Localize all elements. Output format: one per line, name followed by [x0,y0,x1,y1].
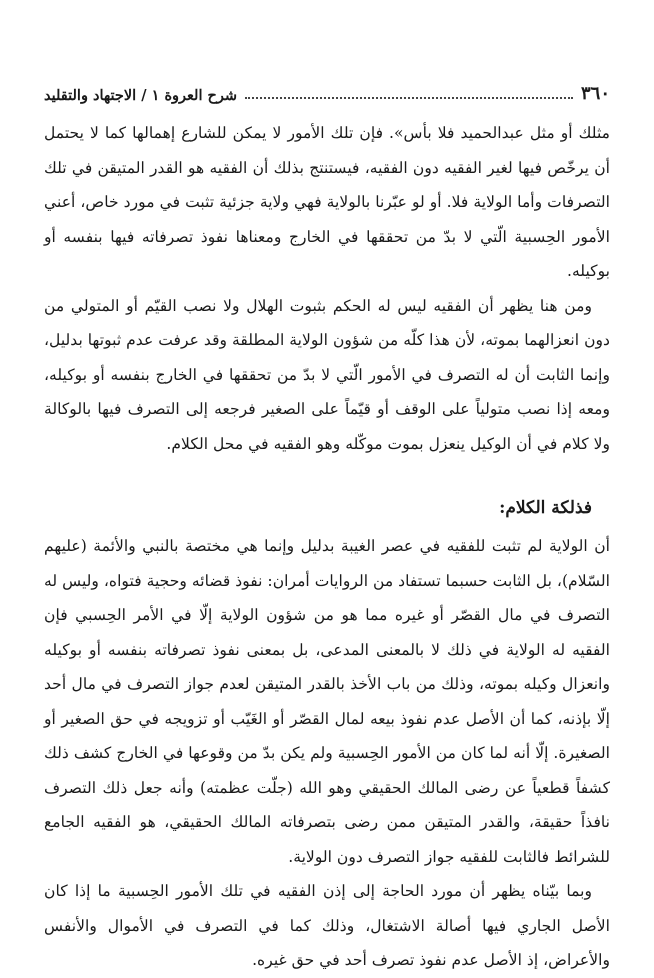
page-body [44,116,610,978]
paragraph: ومن هنا يظهر أن الفقيه ليس له الحكم بثبوت الهلال ولا نصب القيّم أو المتولي من دون انعزالهما بموته، لأن هذا كلّه من شؤون الولاية المطلقة وقد عرفت عدم ثبوتها بدليل، وإنما الثابت أن له التصرف في الأمور الّتي لا بدّ من تحققها في الخارج بنفسه أو بوكيله، ومعه إذا نصب متولياً على الوقف أو قيّماً على الصغير فرجعه إلى التصرف فيها بالوكالة ولا كلام في أن الوكيل ينعزل بموت موكّله وهو الفقيه في محل الكلام. [44,296,610,453]
page-number: ٣٦٠ [580,83,610,104]
book-page [44,0,610,976]
running-header-title: شرح العروة ١ / الاجتهاد والتقليد [44,87,238,104]
running-header [44,78,610,104]
header-dotted-leader [245,97,573,99]
paragraph: وبما بيّناه يظهر أن مورد الحاجة إلى إذن الفقيه في تلك الأمور الحِسبية ما إذا كان الأصل الجاري فيها أصالة الاشتغال، وذلك كما في التصرف في الأموال والأنفس والأعراض، إذ الأصل عدم نفوذ تصرف أحد في حق غيره. [44,882,610,969]
section-spacer [44,461,610,491]
paragraph: أن الولاية لم تثبت للفقيه في عصر الغيبة بدليل وإنما هي مختصة بالنبي والأئمة (عليهم السّلام)، بل الثابت حسبما تستفاد من الروايات أمران: نفوذ قضائه وحجية فتواه، وليس له التصرف في مال القصّر أو غيره مما هو من شؤون الولاية إلّا في الأمر الحِسبي فإن الفقيه له الولاية في ذلك لا بالمعنى المدعى، بل بمعنى نفوذ تصرفاته بنفسه أو بوكيله وانعزال وكيله بموته، وذلك من باب الأخذ بالقدر المتيقن لعدم جواز التصرف في مال أحد إلّا بإذنه، كما أن الأصل عدم نفوذ بيعه لمال القصّر أو الغَيّب أو تزويجه في حق الصغير أو الصغيرة. إلّا أنه لما كان من الأمور الحِسبية ولم يكن بدّ من وقوعها في الخارج كشف ذلك كشفاً قطعياً عن رضى المالك الحقيقي وهو الله (جلّت عظمته) وأنه جعل ذلك التصرف نافذاً حقيقة، والقدر المتيقن ممن رضى بتصرفاته المالك الحقيقي، هو الفقيه الجامع للشرائط فالثابت للفقيه جواز التصرف دون الولاية. [44,537,610,866]
section-heading: فذلكة الكلام: [499,498,592,518]
paragraph-continuation: مثلك أو مثل عبدالحميد فلا بأس». فإن تلك الأمور لا يمكن للشارع إهمالها كما لا يحتمل أن يرخّص فيها لغير الفقيه دون الفقيه، فيستنتج بذلك أن الفقيه هو القدر المتيقن في تلك التصرفات وأما الولاية فلا. أو لو عبّرنا بالولاية فهي ولاية جزئية تثبت في مورد خاص، أعني الأمور الحِسبية الّتي لا بدّ من تحققها في الخارج ومعناها نفوذ تصرفاته فيها بنفسه أو بوكيله. [44,124,610,280]
